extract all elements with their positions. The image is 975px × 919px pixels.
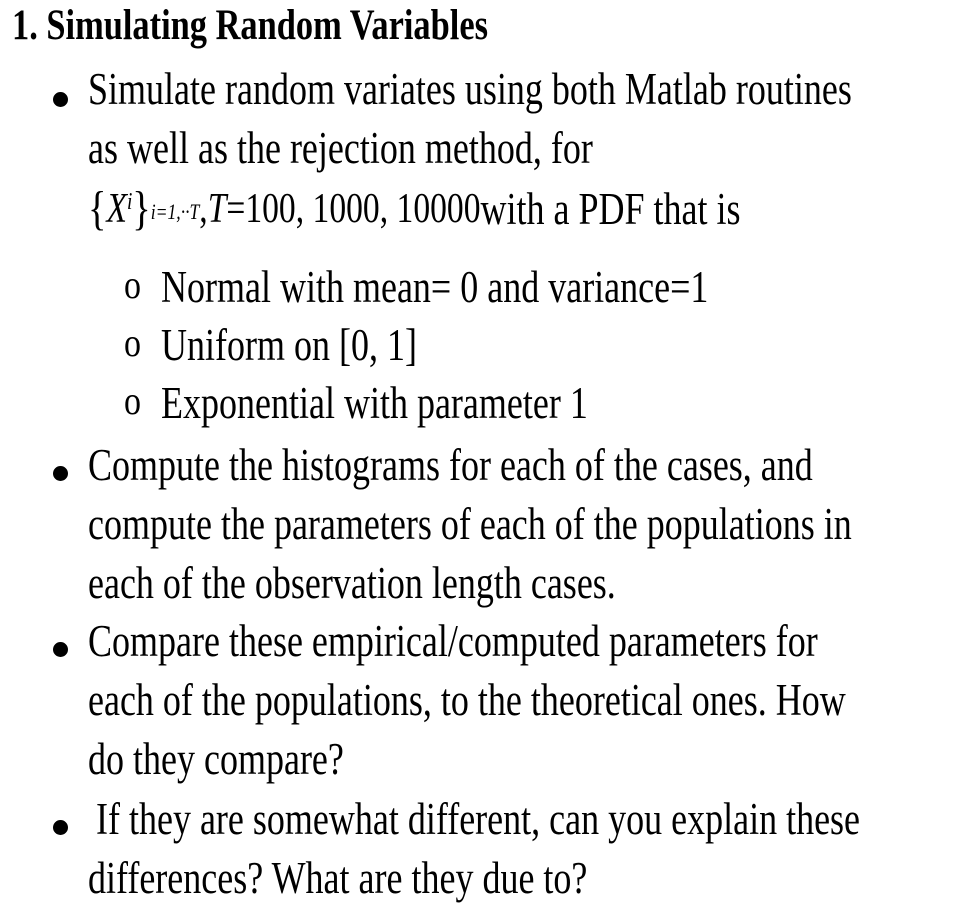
formula-sep: , <box>199 186 208 232</box>
bullet-2-line-1: Compute the histograms for each of the cases, and <box>88 440 813 490</box>
formula-tail: with a PDF that is <box>480 184 741 234</box>
bullet-dot <box>53 820 68 835</box>
formula-close-brace: } <box>132 182 151 235</box>
sub-item-exponential: Exponential with parameter 1 <box>161 378 588 428</box>
formula-index: i <box>126 189 133 215</box>
sub-item-normal: Normal with mean= 0 and variance=1 <box>161 262 709 312</box>
bullet-2-line-2: compute the parameters of each of the populations in <box>88 499 852 549</box>
bullet-2-line-3: each of the observation length cases. <box>88 558 616 608</box>
formula-values: =100, 1000, 10000 <box>226 186 481 232</box>
sub-item-marker: o <box>124 320 141 365</box>
bullet-3-line-2: each of the populations, to the theoretical ones. How <box>88 675 846 725</box>
bullet-1-line-2: as well as the rejection method, for <box>88 123 593 173</box>
formula-open-brace: { <box>88 182 107 235</box>
bullet-3-line-3: do they compare? <box>88 734 344 784</box>
sub-item-marker: o <box>124 262 141 307</box>
bullet-dot <box>53 92 68 107</box>
bullet-1-line-1: Simulate random variates using both Matlab routines <box>88 64 852 114</box>
formula-line <box>88 180 904 250</box>
bullet-4-line-2: differences? What are they due to? <box>88 853 588 903</box>
formula-t-var: T <box>207 186 227 232</box>
section-heading: 1. Simulating Random Variables <box>12 2 488 49</box>
formula-variable: X <box>106 186 127 232</box>
bullet-3-line-1: Compare these empirical/computed parameters for <box>88 616 818 666</box>
sub-item-uniform: Uniform on [0, 1] <box>161 320 417 370</box>
bullet-dot <box>53 466 68 481</box>
sub-item-marker: o <box>124 378 141 423</box>
formula-range: i=1,··T <box>150 199 200 224</box>
bullet-dot <box>53 642 68 657</box>
bullet-4-line-1: If they are somewhat different, can you explain these <box>96 794 861 844</box>
